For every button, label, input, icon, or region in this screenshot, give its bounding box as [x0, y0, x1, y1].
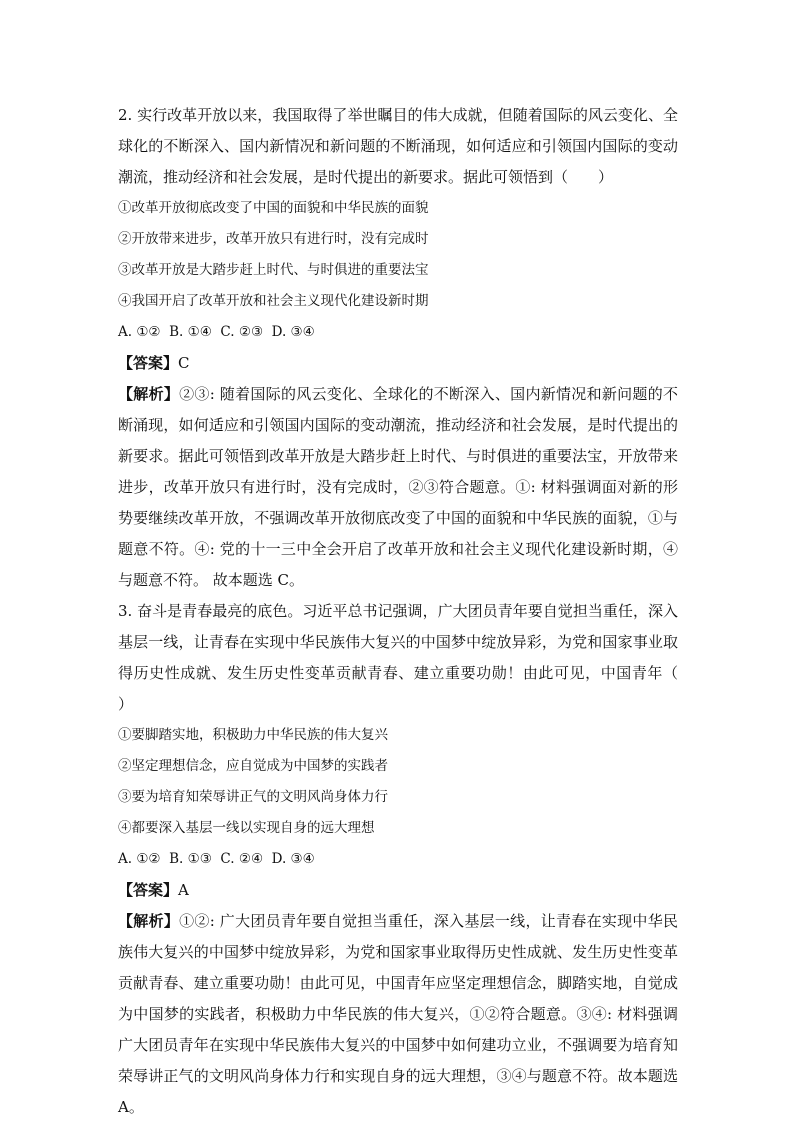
question-3-option-1: ①要脚踏实地，积极助力中华民族的伟大复兴	[118, 727, 388, 743]
question-3-choices: A. ①② B. ①③ C. ②④ D. ③④	[118, 851, 315, 867]
question-3-option-2: ②坚定理想信念，应自觉成为中国梦的实践者	[118, 758, 388, 774]
analysis-text: ②③: 随着国际的风云变化、全球化的不断深入、国内新情况和新问题的不断涌现，如何适应和引领国内国际的变动潮流，推动经济和社会发展，是时代提出的新要求。据此可领悟到改革开放是大踏步赶上时代、与时俱进的重要法宝，开放带来进步，改革开放只有进行时，没有完成时，②③符合题意。①: 材料强调面对新的形势要继续改革开放，不强调改革开放彻底改变了中国的面貌和中华民族的面貌，①与题意不符。④: 党的十一三中全会开启了改革开放和社会主义现代化建设新时期，④与题意不符。 故本题选 C。	[118, 385, 678, 589]
question-2-choices: A. ①② B. ①④ C. ②③ D. ③④	[118, 324, 315, 340]
answer-tag: 【答案】	[118, 354, 179, 372]
question-3-answer	[118, 875, 678, 906]
question-3-option-3: ③要为培育知荣辱讲正气的文明风尚身体力行	[118, 789, 388, 805]
question-3-option-4: ④都要深入基层一线以实现自身的远大理想	[118, 820, 375, 836]
question-2-option-3: ③改革开放是大踏步赶上时代、与时俱进的重要法宝	[118, 262, 429, 278]
analysis-tag: 【解析】	[118, 912, 180, 930]
question-2-option-1: ①改革开放彻底改变了中国的面貌和中华民族的面貌	[118, 200, 429, 216]
question-2-stem: 2. 实行改革开放以来，我国取得了举世瞩目的伟大成就，但随着国际的风云变化、全球化的不断深入、国内新情况和新问题的不断涌现，如何适应和引领国内国际的变动潮流，推动经济和社会发展，是时代提出的新要求。据此可领悟到（ ）	[118, 106, 678, 186]
question-2	[118, 100, 678, 596]
document-page	[118, 100, 709, 1123]
question-2-analysis	[118, 379, 678, 596]
answer-tag: 【答案】	[118, 881, 179, 899]
answer-value: C	[178, 354, 190, 372]
question-3-stem: 3. 奋斗是青春最亮的底色。习近平总书记强调，广大团员青年要自觉担当重任，深入基层一线，让青春在实现中华民族伟大复兴的中国梦中绽放异彩，为党和国家事业取得历史性成就、发生历史性变革贡献青春、建立重要功勋！由此可见，中国青年（ ）	[118, 602, 709, 713]
question-2-answer	[118, 348, 678, 379]
question-3	[118, 596, 709, 1123]
question-3-analysis	[118, 906, 678, 1123]
analysis-tag: 【解析】	[118, 385, 180, 403]
analysis-text: ①②: 广大团员青年要自觉担当重任，深入基层一线，让青春在实现中华民族伟大复兴的中国梦中绽放异彩，为党和国家事业取得历史性成就、发生历史性变革贡献青春、建立重要功勋！由此可见，中国青年应坚定理想信念，脚踏实地，自觉成为中国梦的实践者，积极助力中华民族的伟大复兴，①②符合题意。③④: 材料强调广大团员青年在实现中华民族伟大复兴的中国梦中如何建功立业，不强调要为培育知荣辱讲正气的文明风尚身体力行和实现自身的远大理想，③④与题意不符。故本题选 A。	[118, 912, 678, 1116]
question-2-option-2: ②开放带来进步，改革开放只有进行时，没有完成时	[118, 231, 429, 247]
answer-value: A	[178, 881, 189, 899]
question-2-option-4: ④我国开启了改革开放和社会主义现代化建设新时期	[118, 293, 429, 309]
